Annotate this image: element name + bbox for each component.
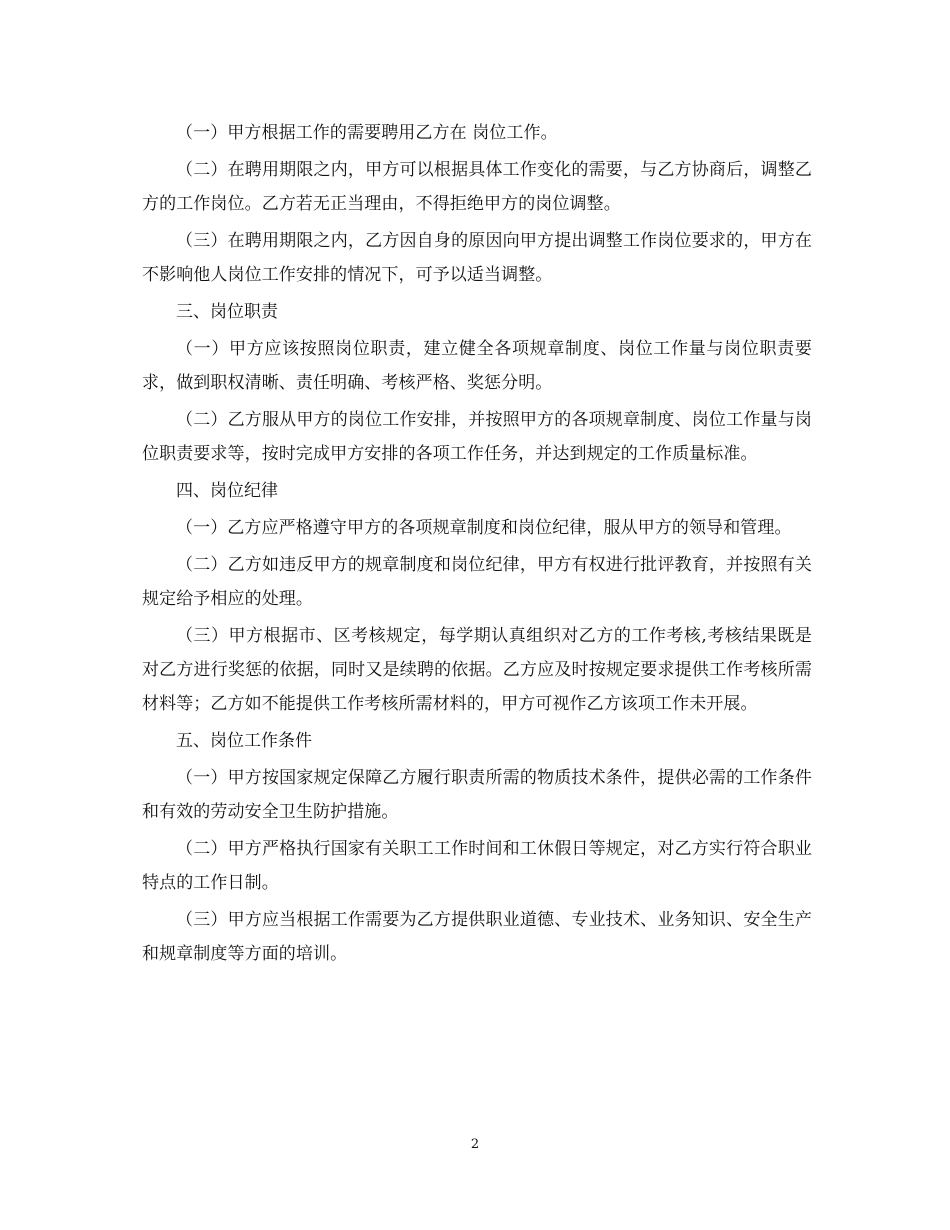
paragraph: （二）乙方服从甲方的岗位工作安排，并按照甲方的各项规章制度、岗位工作量与岗位职责要求等，按时完成甲方安排的各项工作任务，并达到规定的工作质量标准。 bbox=[142, 410, 812, 464]
paragraph: （一）甲方按国家规定保障乙方履行职责所需的物质技术条件，提供必需的工作条件和有效的劳动安全卫生防护措施。 bbox=[142, 768, 812, 822]
page-number: 2 bbox=[470, 1137, 480, 1152]
paragraph: （一）甲方根据工作的需要聘用乙方在 岗位工作。 bbox=[176, 123, 558, 143]
section-heading: 五、岗位工作条件 bbox=[176, 731, 312, 751]
paragraph: （二）在聘用期限之内，甲方可以根据具体工作变化的需要，与乙方协商后，调整乙方的工作岗位。乙方若无正当理由，不得拒绝甲方的岗位调整。 bbox=[142, 160, 812, 214]
paragraph: （三）在聘用期限之内，乙方因自身的原因向甲方提出调整工作岗位要求的，甲方在不影响他人岗位工作安排的情况下，可予以适当调整。 bbox=[142, 231, 812, 285]
paragraph: （三）甲方根据市、区考核规定，每学期认真组织对乙方的工作考核,考核结果既是对乙方进行奖惩的依据，同时又是续聘的依据。乙方应及时按规定要求提供工作考核所需材料等；乙方如不能提供工作考核所需材料的，甲方可视作乙方该项工作未开展。 bbox=[142, 626, 812, 714]
section-heading: 三、岗位职责 bbox=[176, 302, 278, 322]
paragraph: （三）甲方应当根据工作需要为乙方提供职业道德、专业技术、业务知识、安全生产和规章制度等方面的培训。 bbox=[142, 910, 812, 964]
document-body bbox=[142, 116, 812, 974]
section-heading: 四、岗位纪律 bbox=[176, 481, 278, 501]
paragraph: （一）乙方应严格遵守甲方的各项规章制度和岗位纪律，服从甲方的领导和管理。 bbox=[176, 518, 792, 538]
paragraph: （一）甲方应该按照岗位职责，建立健全各项规章制度、岗位工作量与岗位职责要求，做到职权清晰、责任明确、考核严格、奖惩分明。 bbox=[142, 339, 812, 393]
paragraph: （二）乙方如违反甲方的规章制度和岗位纪律，甲方有权进行批评教育，并按照有关规定给予相应的处理。 bbox=[142, 555, 812, 609]
paragraph: （二）甲方严格执行国家有关职工工作时间和工休假日等规定，对乙方实行符合职业特点的工作日制。 bbox=[142, 839, 812, 893]
